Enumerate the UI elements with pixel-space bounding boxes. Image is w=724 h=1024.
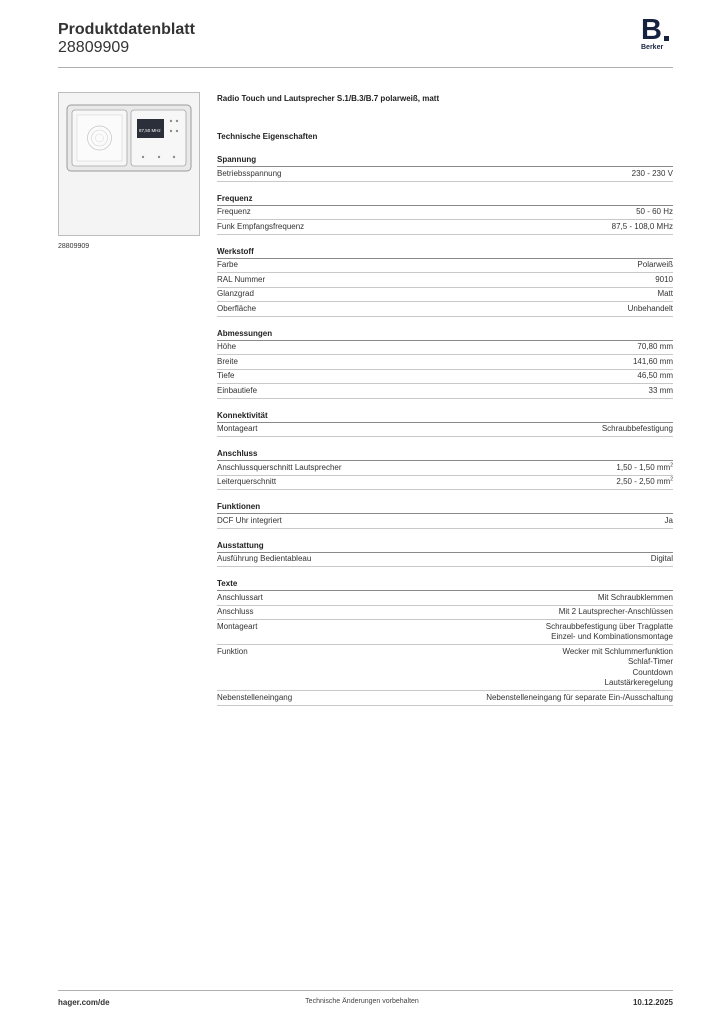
property-value-line	[637, 260, 673, 271]
property-value	[665, 516, 673, 527]
property-row	[217, 423, 673, 438]
group-title: Abmessungen	[217, 328, 673, 341]
property-value	[636, 207, 673, 218]
property-value	[651, 554, 673, 565]
property-value	[602, 424, 673, 435]
property-row	[217, 167, 673, 182]
property-value-line	[559, 607, 673, 618]
property-label: Oberfläche	[217, 303, 257, 313]
property-row	[217, 288, 673, 303]
property-row	[217, 645, 673, 691]
property-label: Anschlussquerschnitt Lautsprecher	[217, 462, 342, 472]
property-row	[217, 461, 673, 476]
property-group	[217, 578, 673, 706]
group-title: Konnektivität	[217, 410, 673, 423]
property-row	[217, 355, 673, 370]
property-value	[633, 357, 673, 368]
property-row	[217, 341, 673, 356]
property-group	[217, 193, 673, 235]
header-divider	[58, 67, 673, 68]
property-value	[655, 275, 673, 286]
property-value	[649, 386, 673, 397]
property-label: Breite	[217, 356, 238, 366]
property-value-text: Unbehandelt	[627, 303, 673, 313]
property-value	[616, 477, 673, 488]
property-group	[217, 328, 673, 399]
logo-dot	[664, 36, 669, 41]
property-value-text: Schlaf-Timer	[627, 657, 673, 666]
property-value-line	[598, 593, 673, 604]
property-value-line	[546, 632, 673, 643]
property-value-line	[562, 647, 673, 658]
property-label: Anschlussart	[217, 592, 263, 602]
property-value	[562, 647, 673, 689]
property-value-text: Countdown	[632, 667, 673, 677]
article-number: 28809909	[58, 39, 130, 56]
property-row	[217, 553, 673, 568]
group-title: Texte	[217, 578, 673, 591]
property-value-text: Einzel- und Kombinationsmontage	[551, 632, 673, 641]
property-value	[598, 593, 673, 604]
footer-website: hager.com/de	[58, 998, 110, 1007]
property-group	[217, 540, 673, 568]
property-value-text: 33 mm	[648, 385, 673, 395]
property-value-line	[649, 386, 673, 397]
radio-display-text: 87,50 MHz	[139, 128, 161, 133]
property-group	[217, 410, 673, 438]
property-value-text: 70,80 mm	[637, 342, 673, 351]
property-value	[546, 622, 673, 643]
property-row	[217, 220, 673, 235]
property-value-line	[562, 657, 673, 668]
property-label: RAL Nummer	[217, 274, 266, 284]
footer-divider	[58, 990, 673, 991]
property-value-line	[628, 304, 673, 315]
property-value-text: Mit Schraubklemmen	[597, 592, 673, 602]
property-row	[217, 606, 673, 621]
property-value-line	[616, 477, 673, 488]
property-label: Glanzgrad	[217, 289, 254, 298]
property-label: Frequenz	[217, 207, 251, 216]
property-value	[637, 260, 673, 271]
property-value-text: Schraubbefestigung über Tragplatte	[545, 621, 673, 631]
datasheet-content	[217, 94, 673, 717]
property-groups	[217, 154, 673, 706]
property-value-line	[562, 668, 673, 679]
property-value	[637, 371, 673, 382]
group-title: Funktionen	[217, 501, 673, 514]
property-row	[217, 370, 673, 385]
property-value-line	[562, 678, 673, 689]
footer-note: Technische Änderungen vorbehalten	[305, 998, 419, 1005]
property-value-line	[632, 169, 673, 180]
property-label: Ausführung Bedientableau	[217, 554, 312, 563]
property-value-text: 9010	[655, 274, 673, 284]
property-value	[657, 289, 673, 300]
property-row	[217, 591, 673, 606]
property-value-line	[616, 463, 673, 474]
property-label: Nebenstelleneingang	[217, 692, 293, 702]
property-value-text: Polarweiß	[637, 260, 673, 269]
product-illustration	[59, 93, 199, 235]
property-row	[217, 259, 673, 274]
group-title: Ausstattung	[217, 540, 673, 553]
property-value-line	[602, 424, 673, 435]
property-value-text: 1,50 - 1,50 mm	[616, 462, 671, 472]
property-value-text: Nebenstelleneingang für separate Ein-/Ausschaltung	[486, 692, 673, 702]
property-label: Einbautiefe	[217, 385, 258, 395]
property-value-text: Mit 2 Lautsprecher-Anschlüssen	[558, 607, 673, 616]
property-value	[637, 342, 673, 353]
property-value-line	[655, 275, 673, 286]
property-row	[217, 384, 673, 399]
property-value	[628, 304, 673, 315]
property-label: Höhe	[217, 342, 237, 351]
logo-letter: B	[641, 14, 662, 46]
property-value	[559, 607, 673, 618]
property-value-text: Schraubbefestigung	[601, 424, 673, 433]
group-title: Frequenz	[217, 193, 673, 206]
property-value-line	[612, 222, 673, 233]
logo-wordmark: Berker	[641, 44, 664, 51]
unit-superscript: 2	[670, 461, 673, 468]
group-title: Spannung	[217, 154, 673, 167]
property-row	[217, 302, 673, 317]
property-value-line	[665, 516, 673, 527]
property-label: Betriebsspannung	[217, 168, 282, 178]
property-row	[217, 206, 673, 221]
property-row	[217, 691, 673, 706]
property-value-text: Ja	[664, 515, 673, 525]
property-group	[217, 448, 673, 490]
property-value-line	[637, 371, 673, 382]
property-value-text: Matt	[657, 289, 673, 298]
property-value	[486, 693, 673, 704]
property-value-line	[637, 342, 673, 353]
property-value-text: Digital	[650, 554, 673, 563]
property-row	[217, 514, 673, 529]
property-value	[612, 222, 673, 233]
property-value-text: 50 - 60 Hz	[636, 207, 673, 216]
property-group	[217, 246, 673, 317]
property-value-text: 230 - 230 V	[631, 168, 673, 178]
brand-logo	[638, 14, 674, 55]
property-value-text: 46,50 mm	[637, 371, 673, 380]
property-label: DCF Uhr integriert	[217, 515, 282, 525]
property-value-line	[633, 357, 673, 368]
group-title: Anschluss	[217, 448, 673, 461]
page-title: Produktdatenblatt	[58, 21, 195, 38]
property-value-text: 2,50 - 2,50 mm	[616, 477, 671, 486]
footer-date: 10.12.2025	[632, 998, 673, 1007]
property-value-line	[657, 289, 673, 300]
property-value	[616, 463, 673, 474]
property-label: Montageart	[217, 621, 258, 631]
image-caption: 28809909	[58, 243, 90, 250]
property-row	[217, 620, 673, 645]
property-value-text: Lautstärkeregelung	[604, 678, 673, 687]
product-image	[58, 92, 200, 236]
property-value-line	[486, 693, 673, 704]
property-value-text: 87,5 - 108,0 MHz	[611, 221, 673, 231]
property-label: Leiterquerschnitt	[217, 477, 277, 486]
property-group	[217, 501, 673, 529]
property-group	[217, 154, 673, 182]
group-title: Werkstoff	[217, 246, 673, 259]
property-row	[217, 273, 673, 288]
property-label: Montageart	[217, 424, 258, 433]
property-label: Farbe	[217, 260, 238, 269]
property-label: Anschluss	[217, 607, 254, 616]
property-label: Funktion	[217, 646, 248, 656]
property-label: Funk Empfangsfrequenz	[217, 221, 305, 231]
property-label: Tiefe	[217, 371, 235, 380]
section-heading: Technische Eigenschaften	[217, 132, 318, 141]
property-value-text: 141,60 mm	[632, 356, 673, 366]
property-row	[217, 476, 673, 491]
property-value	[632, 169, 673, 180]
property-value-text: Wecker mit Schlummerfunktion	[562, 646, 673, 656]
unit-superscript: 2	[670, 476, 673, 483]
property-value-line	[636, 207, 673, 218]
property-value-line	[546, 622, 673, 633]
product-name: Radio Touch und Lautsprecher S.1/B.3/B.7 polarweiß, matt	[217, 94, 440, 103]
property-value-line	[651, 554, 673, 565]
